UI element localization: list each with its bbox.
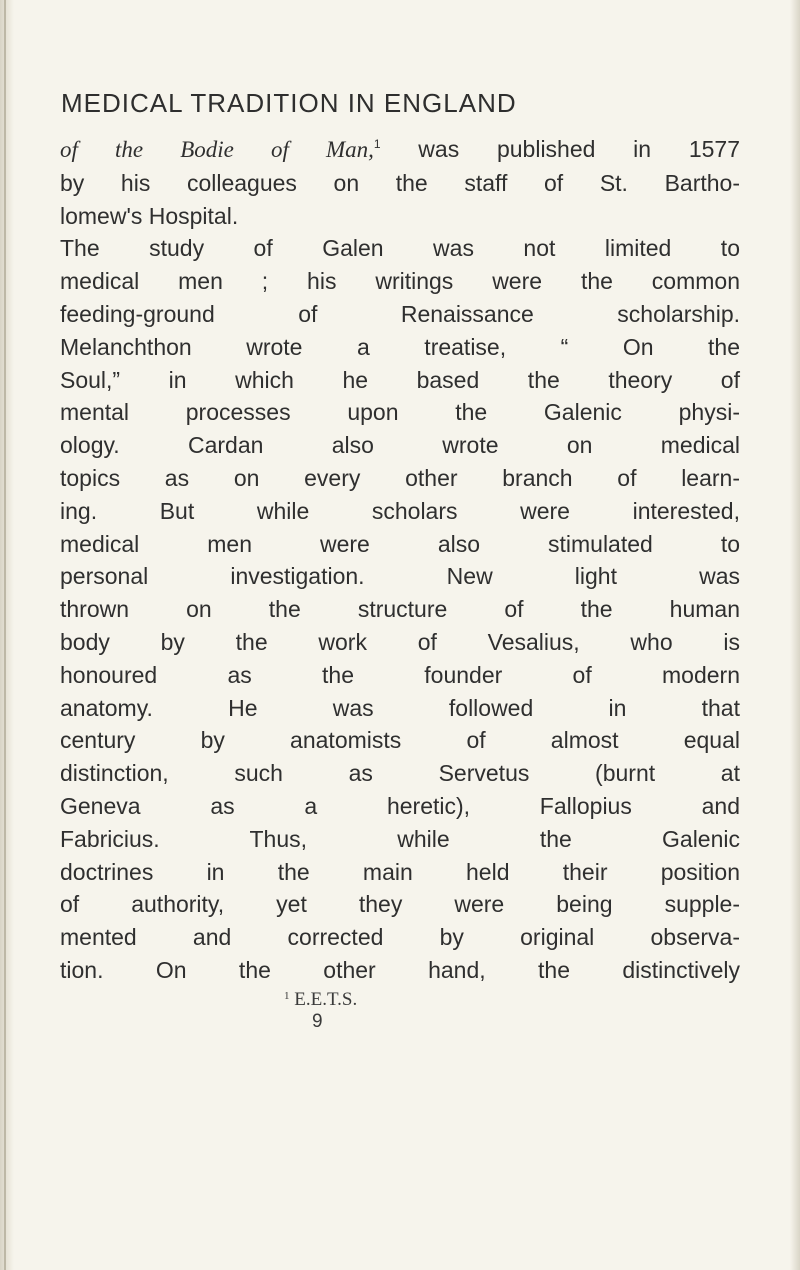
page-right-edge [790, 0, 800, 1270]
body-line: Soul,” in which he based the theory of [60, 366, 740, 393]
body-line: century by anatomists of almost equal [60, 727, 740, 754]
body-line: ing. But while scholars were interested, [60, 497, 740, 524]
body-line: Geneva as a heretic), Fallopius and [60, 792, 740, 819]
page-number: 9 [312, 1010, 323, 1032]
body-line: ology. Cardan also wrote on medical [60, 432, 740, 459]
footnote-marker: 1 [284, 989, 290, 1002]
body-line: topics as on every other branch of learn- [60, 464, 740, 491]
body-line: mental processes upon the Galenic physi- [60, 399, 740, 426]
book-page [60, 88, 740, 1033]
body-line: Fabricius. Thus, while the Galenic [60, 825, 740, 852]
body-line: medical men ; his writings were the common [60, 268, 740, 295]
footnote-text: E.E.T.S. [289, 988, 358, 1010]
body-line: lomew's Hospital. [60, 202, 239, 229]
footnote-ref: 1 [373, 137, 381, 151]
page-binding-edge [0, 0, 14, 1270]
body-line: Melanchthon wrote a treatise, “ On the [60, 333, 740, 360]
body-line: of authority, yet they were being supple- [60, 891, 740, 918]
body-line: personal investigation. New light was [60, 563, 740, 590]
body-line: honoured as the founder of modern [60, 661, 740, 688]
body-line: of the Bodie of Man,$^1$ was published in 1577 [60, 136, 740, 162]
body-line: anatomy. He was followed in that [60, 694, 740, 721]
body-line: by his colleagues on the staff of St. Bartho- [60, 169, 740, 196]
body-line: tion. On the other hand, the distinctively [60, 956, 740, 983]
body-text [60, 133, 740, 987]
body-line: distinction, such as Servetus (burnt at [60, 760, 740, 787]
body-line: doctrines in the main held their position [60, 858, 740, 885]
body-line: body by the work of Vesalius, who is [60, 628, 740, 655]
body-line: medical men were also stimulated to [60, 530, 740, 557]
running-head: MEDICAL TRADITION IN ENGLAND [61, 88, 517, 118]
body-line: mented and corrected by original observa- [60, 924, 740, 951]
body-line: The study of Galen was not limited to [60, 235, 740, 262]
body-line: feeding-ground of Renaissance scholarship. [60, 300, 740, 327]
italic-title: of the Bodie of Man, [60, 137, 374, 162]
footnote [60, 989, 740, 1011]
body-line: thrown on the structure of the human [60, 596, 740, 623]
